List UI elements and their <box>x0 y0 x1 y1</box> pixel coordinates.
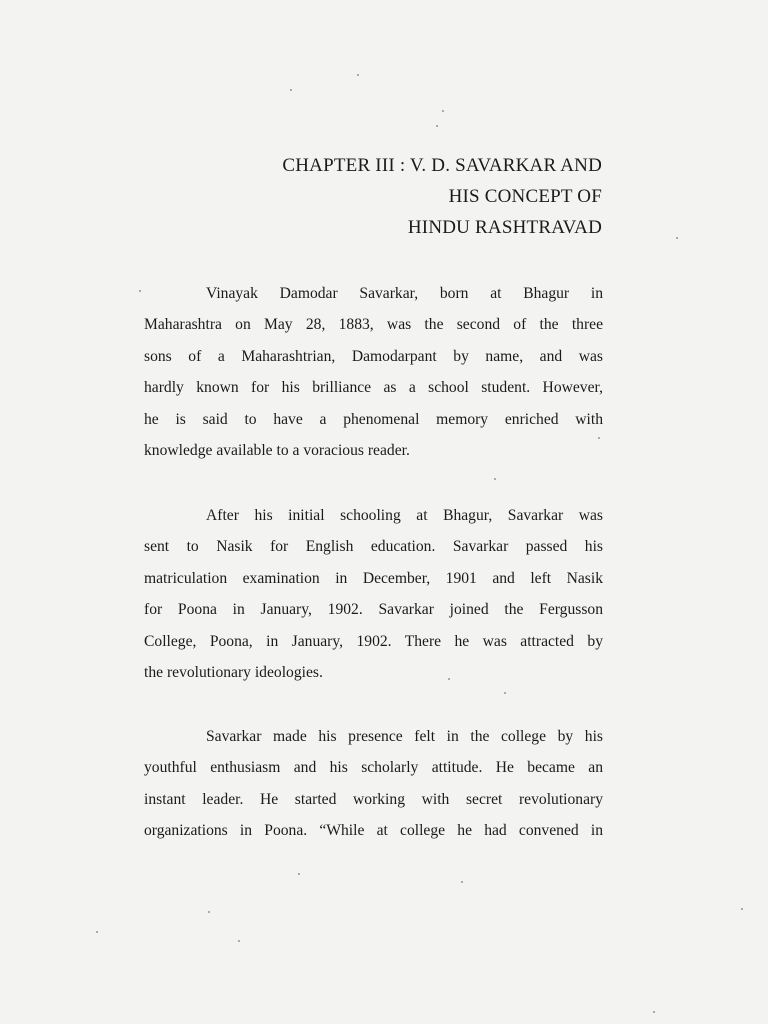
text-line: Vinayak Damodar Savarkar, born at Bhagur in <box>206 285 603 302</box>
scan-speck <box>676 237 678 239</box>
scan-speck <box>208 911 210 913</box>
scan-speck <box>139 290 141 292</box>
text-line: knowledge available to a voracious reader. <box>144 442 410 460</box>
text-line: Savarkar made his presence felt in the college by his <box>206 728 603 745</box>
scan-speck <box>436 125 438 127</box>
scan-speck <box>298 873 300 875</box>
scan-speck <box>448 678 450 680</box>
text-line: College, Poona, in January, 1902. There he was attracted by <box>144 632 603 650</box>
text-line: instant leader. He started working with secret revolutionary <box>144 790 603 808</box>
scan-speck <box>741 908 743 910</box>
chapter-title <box>282 150 602 243</box>
chapter-title-line: CHAPTER III : V. D. SAVARKAR AND <box>282 155 602 176</box>
text-line: Maharashtra on May 28, 1883, was the second of the three <box>144 316 603 334</box>
text-line: sent to Nasik for English education. Savarkar passed his <box>144 538 603 556</box>
text-line: for Poona in January, 1902. Savarkar joined the Fergusson <box>144 601 603 619</box>
scan-speck <box>653 1011 655 1013</box>
scan-speck <box>598 437 600 439</box>
scan-speck <box>238 940 240 942</box>
text-line: the revolutionary ideologies. <box>144 664 323 682</box>
paragraph-college <box>144 721 603 847</box>
text-line: he is said to have a phenomenal memory enriched with <box>144 410 603 428</box>
paragraph-schooling <box>144 500 603 688</box>
scan-speck <box>494 478 496 480</box>
scan-speck <box>442 110 444 112</box>
scan-speck <box>357 74 359 76</box>
paragraph-birth <box>144 278 603 466</box>
text-line: youthful enthusiasm and his scholarly attitude. He became an <box>144 759 603 777</box>
scan-speck <box>96 931 98 933</box>
chapter-title-line: HIS CONCEPT OF <box>448 186 602 207</box>
text-line: organizations in Poona. “While at college he had convened in <box>144 822 603 840</box>
scan-speck <box>504 692 506 694</box>
text-line: After his initial schooling at Bhagur, Savarkar was <box>206 507 603 524</box>
text-line: sons of a Maharashtrian, Damodarpant by name, and was <box>144 347 603 365</box>
chapter-title-line: HINDU RASHTRAVAD <box>407 217 602 238</box>
scan-speck <box>290 89 292 91</box>
text-line: hardly known for his brilliance as a school student. However, <box>144 379 603 397</box>
scan-speck <box>461 881 463 883</box>
text-line: matriculation examination in December, 1901 and left Nasik <box>144 569 603 587</box>
